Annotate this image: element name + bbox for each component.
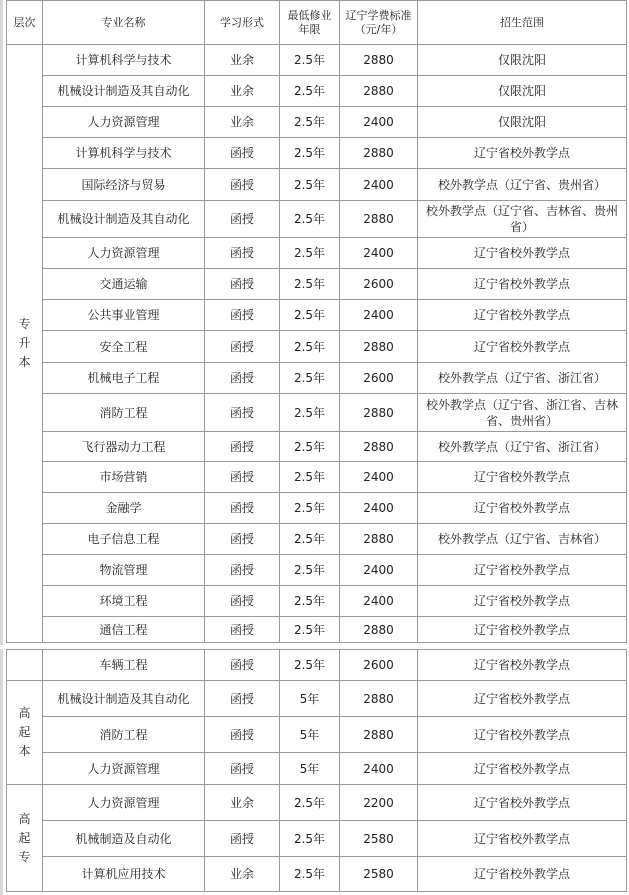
header-years: 最低修业年限 [280,1,340,45]
table-row [7,331,627,363]
mode-cell: 函授 [205,331,280,363]
scope-cell: 仅限沈阳 [418,107,627,138]
scope-cell: 校外教学点（辽宁省、吉林省、贵州省） [418,201,627,238]
table-row [7,432,627,462]
level-cell [7,650,43,681]
years-cell: 2.5年 [280,138,340,169]
mode-cell: 函授 [205,300,280,331]
fee-cell: 2400 [340,238,418,269]
scope-cell: 辽宁省校外教学点 [418,753,627,785]
table-row [7,76,627,107]
table-row [7,300,627,331]
major-cell: 通信工程 [43,617,205,643]
header-scope: 招生范围 [418,1,627,45]
major-cell: 电子信息工程 [43,524,205,555]
major-cell: 机械制造及自动化 [43,821,205,857]
fee-cell: 2400 [340,493,418,524]
table-row [7,462,627,493]
scope-cell: 校外教学点（辽宁省、浙江省） [418,432,627,462]
table-row [7,363,627,394]
major-cell: 交通运输 [43,269,205,300]
years-cell: 2.5年 [280,617,340,643]
mode-cell: 函授 [205,169,280,201]
table-row [7,107,627,138]
scope-cell: 校外教学点（辽宁省、浙江省、吉林省、贵州省） [418,394,627,432]
years-cell: 2.5年 [280,524,340,555]
table-row [7,269,627,300]
table-row [7,857,627,892]
table-row [7,717,627,753]
mode-cell: 函授 [205,462,280,493]
table-row [7,586,627,617]
scope-cell: 仅限沈阳 [418,45,627,76]
years-cell: 5年 [280,681,340,717]
fee-cell: 2880 [340,524,418,555]
major-cell: 人力资源管理 [43,238,205,269]
major-cell: 人力资源管理 [43,107,205,138]
years-cell: 5年 [280,717,340,753]
table-row [7,238,627,269]
table-row [7,138,627,169]
header-level: 层次 [7,1,43,45]
mode-cell: 函授 [205,524,280,555]
fee-cell: 2880 [340,394,418,432]
scope-cell: 辽宁省校外教学点 [418,717,627,753]
major-cell: 消防工程 [43,717,205,753]
table-row [7,45,627,76]
header-major: 专业名称 [43,1,205,45]
years-cell: 2.5年 [280,363,340,394]
level-cell: 高 起 本 [7,681,43,785]
major-cell: 机械设计制造及其自动化 [43,76,205,107]
fee-cell: 2600 [340,363,418,394]
fee-cell: 2880 [340,76,418,107]
years-cell: 2.5年 [280,493,340,524]
scope-cell: 校外教学点（辽宁省、吉林省） [418,524,627,555]
years-cell: 2.5年 [280,331,340,363]
table-row [7,201,627,238]
header-fee: 辽宁学费标准（元/年） [340,1,418,45]
fee-cell: 2600 [340,269,418,300]
mode-cell: 函授 [205,617,280,643]
level-cell: 高 起 专 [7,785,43,892]
scope-cell: 辽宁省校外教学点 [418,300,627,331]
table-row [7,821,627,857]
years-cell: 2.5年 [280,76,340,107]
mode-cell: 业余 [205,76,280,107]
years-cell: 2.5年 [280,821,340,857]
fee-cell: 2600 [340,650,418,681]
scope-cell: 辽宁省校外教学点 [418,586,627,617]
scope-cell: 仅限沈阳 [418,76,627,107]
table-row [7,169,627,201]
table-row [7,753,627,785]
scope-cell: 辽宁省校外教学点 [418,681,627,717]
major-cell: 市场营销 [43,462,205,493]
fee-cell: 2880 [340,717,418,753]
major-cell: 金融学 [43,493,205,524]
years-cell: 2.5年 [280,238,340,269]
window-edge [0,0,3,895]
mode-cell: 函授 [205,555,280,586]
table-row [7,650,627,681]
fee-cell: 2400 [340,300,418,331]
fee-cell: 2880 [340,432,418,462]
major-cell: 机械电子工程 [43,363,205,394]
fee-cell: 2400 [340,107,418,138]
major-cell: 飞行器动力工程 [43,432,205,462]
major-cell: 计算机科学与技术 [43,138,205,169]
major-cell: 机械设计制造及其自动化 [43,201,205,238]
years-cell: 2.5年 [280,394,340,432]
major-cell: 计算机科学与技术 [43,45,205,76]
scope-cell: 辽宁省校外教学点 [418,857,627,892]
scope-cell: 校外教学点（辽宁省、贵州省） [418,169,627,201]
years-cell: 5年 [280,753,340,785]
enrollment-table-part-1 [6,0,627,643]
mode-cell: 业余 [205,45,280,76]
mode-cell: 函授 [205,586,280,617]
mode-cell: 函授 [205,201,280,238]
years-cell: 2.5年 [280,857,340,892]
years-cell: 2.5年 [280,45,340,76]
scope-cell: 校外教学点（辽宁省、浙江省） [418,363,627,394]
fee-cell: 2400 [340,555,418,586]
years-cell: 2.5年 [280,107,340,138]
years-cell: 2.5年 [280,555,340,586]
mode-cell: 函授 [205,753,280,785]
fee-cell: 2880 [340,138,418,169]
fee-cell: 2400 [340,753,418,785]
mode-cell: 函授 [205,650,280,681]
fee-cell: 2880 [340,201,418,238]
mode-cell: 函授 [205,269,280,300]
scope-cell: 辽宁省校外教学点 [418,238,627,269]
mode-cell: 函授 [205,717,280,753]
table-row [7,555,627,586]
scope-cell: 辽宁省校外教学点 [418,821,627,857]
major-cell: 环境工程 [43,586,205,617]
major-cell: 计算机应用技术 [43,857,205,892]
table-row [7,681,627,717]
fee-cell: 2400 [340,462,418,493]
fee-cell: 2880 [340,617,418,643]
scope-cell: 辽宁省校外教学点 [418,462,627,493]
mode-cell: 函授 [205,681,280,717]
fee-cell: 2400 [340,586,418,617]
major-cell: 车辆工程 [43,650,205,681]
table-row [7,617,627,643]
scope-cell: 辽宁省校外教学点 [418,650,627,681]
mode-cell: 函授 [205,821,280,857]
header-mode: 学习形式 [205,1,280,45]
scope-cell: 辽宁省校外教学点 [418,138,627,169]
level-cell: 专 升 本 [7,45,43,643]
years-cell: 2.5年 [280,586,340,617]
major-cell: 安全工程 [43,331,205,363]
years-cell: 2.5年 [280,269,340,300]
mode-cell: 函授 [205,363,280,394]
table-row [7,493,627,524]
mode-cell: 函授 [205,493,280,524]
major-cell: 物流管理 [43,555,205,586]
major-cell: 人力资源管理 [43,753,205,785]
years-cell: 2.5年 [280,432,340,462]
years-cell: 2.5年 [280,650,340,681]
table-row [7,524,627,555]
major-cell: 人力资源管理 [43,785,205,821]
enrollment-table-part-2 [6,649,627,892]
fee-cell: 2580 [340,857,418,892]
major-cell: 公共事业管理 [43,300,205,331]
major-cell: 国际经济与贸易 [43,169,205,201]
mode-cell: 函授 [205,394,280,432]
years-cell: 2.5年 [280,169,340,201]
mode-cell: 业余 [205,107,280,138]
header-row [7,1,627,45]
major-cell: 消防工程 [43,394,205,432]
fee-cell: 2880 [340,45,418,76]
fee-cell: 2880 [340,331,418,363]
mode-cell: 函授 [205,138,280,169]
years-cell: 2.5年 [280,785,340,821]
fee-cell: 2400 [340,169,418,201]
scope-cell: 辽宁省校外教学点 [418,555,627,586]
mode-cell: 函授 [205,432,280,462]
years-cell: 2.5年 [280,462,340,493]
scope-cell: 辽宁省校外教学点 [418,493,627,524]
scope-cell: 辽宁省校外教学点 [418,617,627,643]
years-cell: 2.5年 [280,300,340,331]
fee-cell: 2880 [340,681,418,717]
table-row [7,394,627,432]
mode-cell: 业余 [205,857,280,892]
fee-cell: 2200 [340,785,418,821]
scope-cell: 辽宁省校外教学点 [418,269,627,300]
mode-cell: 业余 [205,785,280,821]
scope-cell: 辽宁省校外教学点 [418,331,627,363]
mode-cell: 函授 [205,238,280,269]
years-cell: 2.5年 [280,201,340,238]
scope-cell: 辽宁省校外教学点 [418,785,627,821]
table-row [7,785,627,821]
major-cell: 机械设计制造及其自动化 [43,681,205,717]
fee-cell: 2580 [340,821,418,857]
